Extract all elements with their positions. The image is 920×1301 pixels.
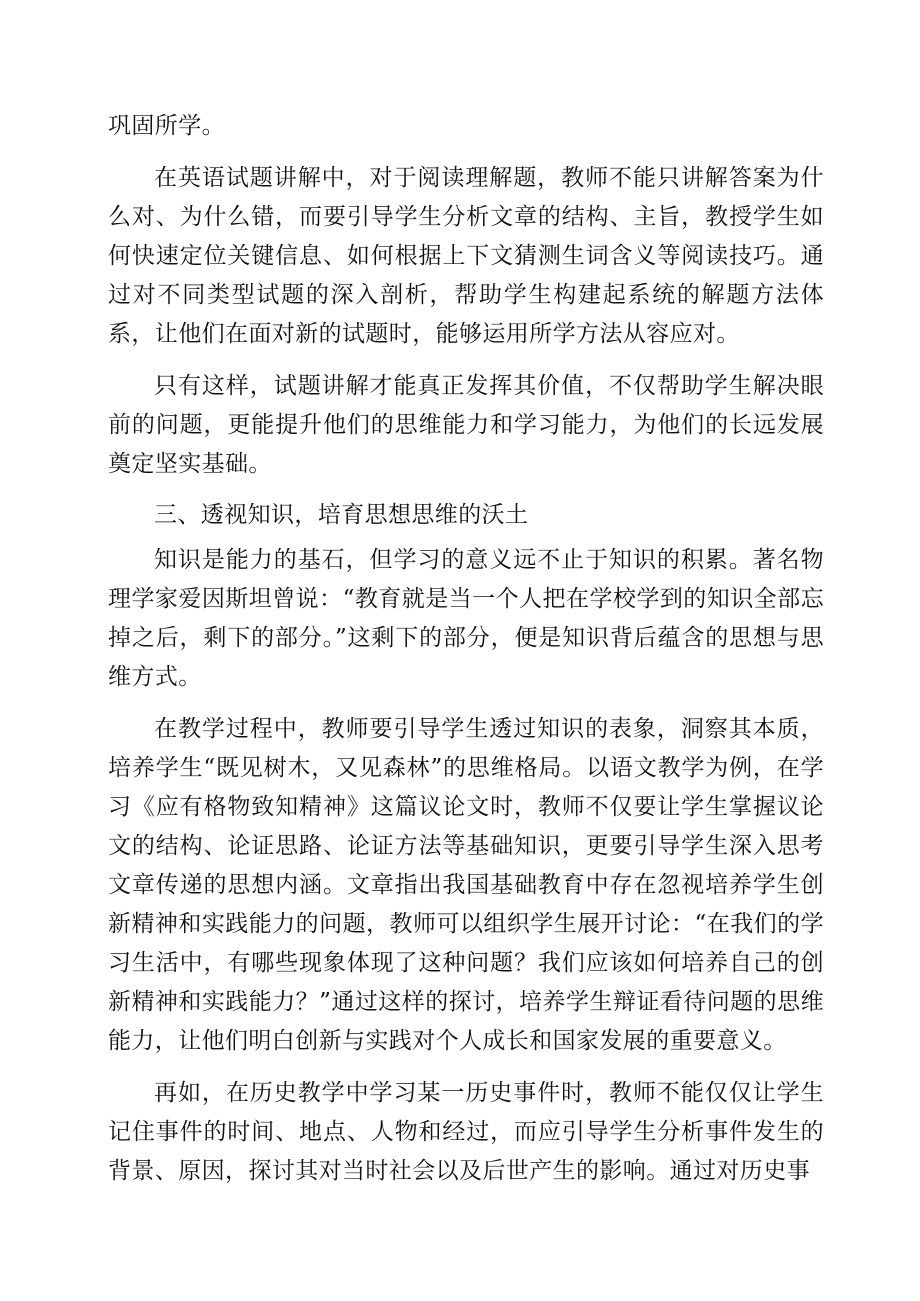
paragraph-history-teaching: 再如，在历史教学中学习某一历史事件时，教师不能仅仅让学生记住事件的时间、地点、人物和经过，而应引导学生分析事件发生的背景、原因，探讨其对当时社会以及后世产生的影响。通过对历史事 <box>108 1080 824 1184</box>
text-block-upper <box>108 107 824 484</box>
paragraph-teaching-process: 在教学过程中，教师要引导学生透过知识的表象，洞察其本质，培养学生“既见树木，又见森林”的思维格局。以语文教学为例，在学习《应有格物致知精神》这篇议论文时，教师不仅要让学生掌握议论文的结构、论证思路、论证方法等基础知识，更要引导学生深入思考文章传递的思想内涵。文章指出我国基础教育中存在忽视培养学生创新精神和实践能力的问题，教师可以组织学生展开讨论：“在我们的学习生活中，有哪些现象体现了这种问题？我们应该如何培养自己的创新精神和实践能力？”通过这样的探讨，培养学生辩证看待问题的思维能力，让他们明白创新与实践对个人成长和国家发展的重要意义。 <box>108 716 824 1054</box>
continuation-line: 巩固所学。 <box>108 113 225 139</box>
text-block-lower <box>108 541 824 1191</box>
paragraph-only-this-way: 只有这样，试题讲解才能真正发挥其价值，不仅帮助学生解决眼前的问题，更能提升他们的思维能力和学习能力，为他们的长远发展奠定坚实基础。 <box>108 373 824 477</box>
paragraph-knowledge-foundation: 知识是能力的基石，但学习的意义远不止于知识的积累。著名物理学家爱因斯坦曾说：“教育就是当一个人把在学校学到的知识全部忘掉之后，剩下的部分。”这剩下的部分，便是知识背后蕴含的思想与思维方式。 <box>108 547 824 690</box>
section-heading: 三、透视知识，培育思想思维的沃土 <box>154 502 529 528</box>
paragraph-english-exam: 在英语试题讲解中，对于阅读理解题，教师不能只讲解答案为什么对、为什么错，而要引导学生分析文章的结构、主旨，教授学生如何快速定位关键信息、如何根据上下文猜测生词含义等阅读技巧。通过对不同类型试题的深入剖析，帮助学生构建起系统的解题方法体系，让他们在面对新的试题时，能够运用所学方法从容应对。 <box>108 165 824 347</box>
